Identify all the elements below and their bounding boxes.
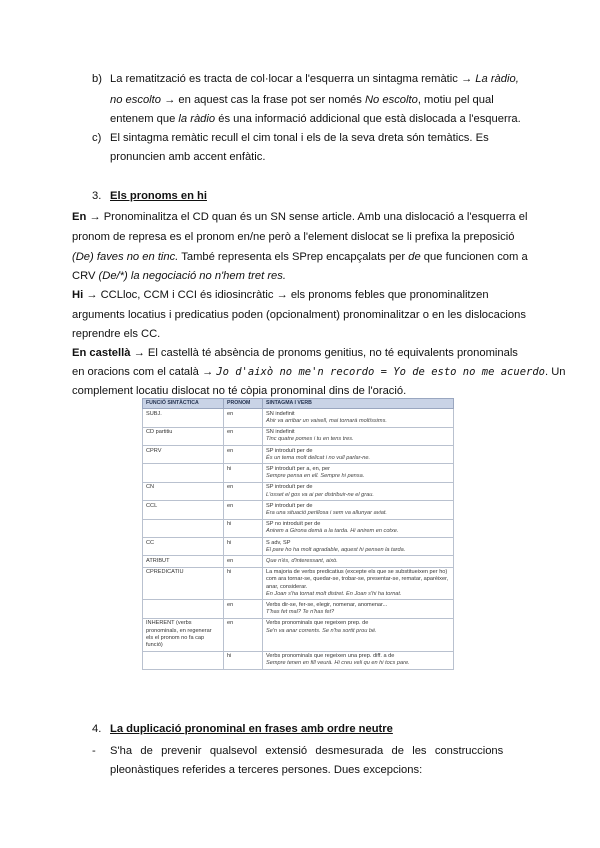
- function-text: SUBJ.: [146, 410, 162, 417]
- en-text-5: CRV: [72, 270, 99, 282]
- phrase-example: T'has fet mal? Te n'has fet?: [266, 609, 335, 616]
- function-text: CCL: [146, 502, 158, 509]
- pronoun-text: hi: [227, 539, 232, 546]
- list-b-example-2: no escolto: [110, 94, 161, 106]
- dash-line-1: S'ha de prevenir qualsevol extensió desmesurada de les construccions: [110, 745, 504, 757]
- table-row: [143, 567, 454, 600]
- pronoun-text: en: [227, 557, 234, 564]
- pronoun-cell: [224, 464, 263, 482]
- phrase-cell: [263, 519, 454, 537]
- list-b-text-5: és una informació addicional que està dislocada a l'esquerra.: [215, 113, 521, 125]
- phrase-example: El pare ho ha molt agradable, aquest hi pensen la tarda.: [266, 546, 406, 553]
- section-3-title: Els pronoms en hi: [110, 190, 207, 202]
- list-b-line-1: [110, 69, 528, 89]
- function-cell: [143, 618, 224, 651]
- list-marker-c: c): [92, 132, 102, 144]
- function-text: CPRV: [146, 447, 162, 454]
- en-de: de: [408, 251, 421, 263]
- list-marker-b: b): [92, 73, 102, 85]
- function-cell: [143, 501, 224, 519]
- phrase-description: SP introduït per de: [266, 502, 313, 509]
- pronoun-cell: [224, 482, 263, 500]
- phrase-cell: [263, 464, 454, 482]
- pronoun-cell: [224, 600, 263, 618]
- phrase-example: Sempre tenen en fill veurà. Hi creu veli qu en hi tocs pare.: [266, 660, 410, 667]
- function-cell: [143, 464, 224, 482]
- phrase-cell: [263, 501, 454, 519]
- pronoun-cell: [224, 446, 263, 464]
- phrase-example: Sempre pensa en ell. Sempre hi pensa.: [266, 473, 365, 480]
- pronoun-text: en: [227, 601, 234, 608]
- table-row: [143, 618, 454, 651]
- en-example-2: (De/*) la negociació no n'hem tret res.: [98, 270, 286, 282]
- function-text: CD partitiu: [146, 429, 173, 436]
- function-text: CPREDICATIU: [146, 569, 184, 576]
- section-4-title: La duplicació pronominal en frases amb ordre neutre: [110, 723, 393, 735]
- en-text-3: També representa els SPrep encapçalats per: [178, 251, 409, 263]
- table-row: [143, 556, 454, 567]
- function-cell: [143, 567, 224, 600]
- function-cell: [143, 538, 224, 556]
- en-line-1: [72, 207, 532, 227]
- phrase-example: Ahir va arribar un vaixell, mai tornarà moltíssims.: [266, 417, 387, 424]
- pronoun-cell: [224, 427, 263, 445]
- phrase-cell: [263, 427, 454, 445]
- table-header-cell: PRONOM: [224, 399, 263, 409]
- pronoun-text: hi: [227, 465, 232, 472]
- en-line-4: [72, 266, 286, 286]
- function-text: INHERENT (verbs pronominals, en regenerar els el pronom no fa cap funció): [146, 620, 212, 648]
- table-row: [143, 651, 454, 669]
- phrase-description: SP introduït per de: [266, 484, 313, 491]
- phrase-description: Verbs pronominals que regeixen prep. de: [266, 620, 369, 627]
- pronoun-cell: [224, 501, 263, 519]
- castella-example: Jo d'això no me'n recordo = Yo de esto no me acuerdo: [216, 366, 545, 378]
- castella-label: En castellà: [72, 347, 131, 359]
- dash-marker: -: [92, 745, 96, 757]
- en-line-2: pronom de represa es el pronom en/ne però a l'element dislocat se li prefixa la preposició: [72, 231, 515, 243]
- phrase-cell: [263, 600, 454, 618]
- phrase-cell: [263, 446, 454, 464]
- castella-text-1: → El castellà té absència de pronoms genitius, no té equivalents pronominals: [130, 347, 518, 359]
- list-b-example-3: No escolto: [364, 94, 418, 106]
- phrase-cell: [263, 556, 454, 567]
- table-header-cell: SINTAGMA I VERB: [263, 399, 454, 409]
- hi-label: Hi: [72, 289, 84, 301]
- function-cell: [143, 409, 224, 427]
- list-c-line-2: pronuncien amb accent enfàtic.: [110, 151, 266, 163]
- pronoun-cell: [224, 567, 263, 600]
- phrase-cell: [263, 651, 454, 669]
- list-b-line-3: [110, 109, 530, 129]
- pronoun-text: en: [227, 410, 234, 417]
- function-text: ATRIBUT: [146, 557, 170, 564]
- castella-text-3: . Un: [545, 366, 566, 378]
- table-row: [143, 464, 454, 482]
- hi-line-2: arguments locatius i predicatius poden (opcionalment) pronominalitzar o en les dislocacions: [72, 309, 526, 321]
- list-b-line-2: [110, 90, 530, 110]
- table-row: [143, 600, 454, 618]
- phrase-description: SN indefinit: [266, 410, 295, 417]
- table-row: [143, 501, 454, 519]
- function-cell: [143, 600, 224, 618]
- pronoun-text: en: [227, 620, 234, 627]
- function-cell: [143, 446, 224, 464]
- phrase-description: SP introduït per a, en, per: [266, 465, 330, 472]
- pronoun-text: hi: [227, 521, 232, 528]
- list-b-text-1: La rematització es tracta de col·locar a l'esquerra un sintagma remàtic →: [110, 73, 476, 85]
- phrase-description: La majoria de verbs predicatius (excepte els que se substitueixen per ho) com ara tornar-se, quedar-se, trobar-se, presentar-se, rematar, aparèixer, anar, considerar.: [266, 569, 449, 590]
- en-example-1: (De) faves no en tinc.: [72, 251, 179, 263]
- phrase-cell: [263, 618, 454, 651]
- pronoun-cell: [224, 519, 263, 537]
- function-cell: [143, 651, 224, 669]
- function-cell: [143, 482, 224, 500]
- phrase-cell: [263, 567, 454, 600]
- table-row: [143, 538, 454, 556]
- hi-text-1: → CCLloc, CCM i CCI és idiosincràtic → els pronoms febles que pronominalitzen: [83, 289, 489, 301]
- list-b-example-4: la ràdio: [178, 113, 216, 125]
- phrase-cell: [263, 409, 454, 427]
- function-cell: [143, 556, 224, 567]
- pronoun-cell: [224, 538, 263, 556]
- phrase-example: En Joan s'ha tornat molt distret. En Joan s'hi ha tornat.: [266, 590, 402, 597]
- phrase-example: Era una situació perillosa i sem va allunyar aviat.: [266, 509, 387, 516]
- phrase-example: Tinc quatre pomes i tu en tens tres.: [266, 436, 354, 443]
- en-text-1: → Pronominalitza el CD quan és un SN sense article. Amb una dislocació a l'esquerra el: [86, 211, 528, 223]
- dash-line-2: pleonàstiques referides a terceres persones. Dues excepcions:: [110, 764, 423, 776]
- pronoun-cell: [224, 556, 263, 567]
- phrase-description: Verbs pronominals que regeixen una prep. diff. a de: [266, 653, 395, 660]
- section-3-number: 3.: [92, 190, 102, 202]
- pronoun-text: en: [227, 484, 234, 491]
- en-text-4: que funcionen com a: [420, 251, 528, 263]
- list-b-text-4: entenem que: [110, 113, 179, 125]
- phrase-description: SP introduït per de: [266, 447, 313, 454]
- list-b-text-2: → en aquest cas la frase pot ser només: [161, 94, 365, 106]
- table-row: [143, 427, 454, 445]
- en-line-3: [72, 247, 528, 267]
- phrase-example: Se'n va anar corrents. Se n'ha sortit prou bé.: [266, 627, 377, 634]
- list-b-example-1: La ràdio,: [475, 73, 519, 85]
- table-row: [143, 446, 454, 464]
- castella-text-2: en oracions com el català →: [72, 366, 217, 378]
- pronoun-cell: [224, 651, 263, 669]
- phrase-example: És un tema molt delicat i no vull parlar-ne.: [266, 454, 371, 461]
- phrase-description: SN indefinit: [266, 429, 295, 436]
- phrase-description: S adv, SP: [266, 539, 291, 546]
- en-label: En: [72, 211, 87, 223]
- pronoun-text: en: [227, 502, 234, 509]
- castella-line-2: [72, 362, 566, 382]
- function-text: CC: [146, 539, 155, 546]
- castella-line-1: [72, 343, 532, 363]
- pronoun-text: hi: [227, 653, 232, 660]
- phrase-cell: [263, 482, 454, 500]
- pronoun-cell: [224, 409, 263, 427]
- phrase-example: Anirem a Girona demà a la tarda. Hi anirem en cotxe.: [266, 528, 399, 535]
- table-row: [143, 409, 454, 427]
- table-header-row: [143, 399, 454, 409]
- table-row: [143, 519, 454, 537]
- pronoun-text: hi: [227, 569, 232, 576]
- function-cell: [143, 519, 224, 537]
- hi-line-3: reprendre els CC.: [72, 328, 161, 340]
- list-c-line-1: El sintagma remàtic recull el cim tonal i els de la seva dreta són temàtics. Es: [110, 132, 489, 144]
- table-header-cell: FUNCIÓ SINTÀCTICA: [143, 399, 224, 409]
- phrase-example: Que n'és, d'interessant, això.: [266, 557, 338, 564]
- pronoun-function-table: [142, 398, 454, 670]
- castella-line-3: complement locatiu dislocat no té còpia pronominal dins de l'oració.: [72, 385, 407, 397]
- hi-line-1: [72, 285, 532, 305]
- pronoun-cell: [224, 618, 263, 651]
- section-4-number: 4.: [92, 723, 102, 735]
- function-cell: [143, 427, 224, 445]
- phrase-description: Verbs dir-se, fer-se, elegir, nomenar, anomenar...: [266, 601, 388, 608]
- phrase-cell: [263, 538, 454, 556]
- pronoun-text: en: [227, 447, 234, 454]
- phrase-description: SP no introduït per de: [266, 521, 321, 528]
- list-b-text-3: , motiu pel qual: [417, 94, 494, 106]
- table-row: [143, 482, 454, 500]
- function-text: CN: [146, 484, 155, 491]
- pronoun-text: en: [227, 429, 234, 436]
- phrase-example: L'osset el gos va ai per distribuir-ne el grau.: [266, 491, 374, 498]
